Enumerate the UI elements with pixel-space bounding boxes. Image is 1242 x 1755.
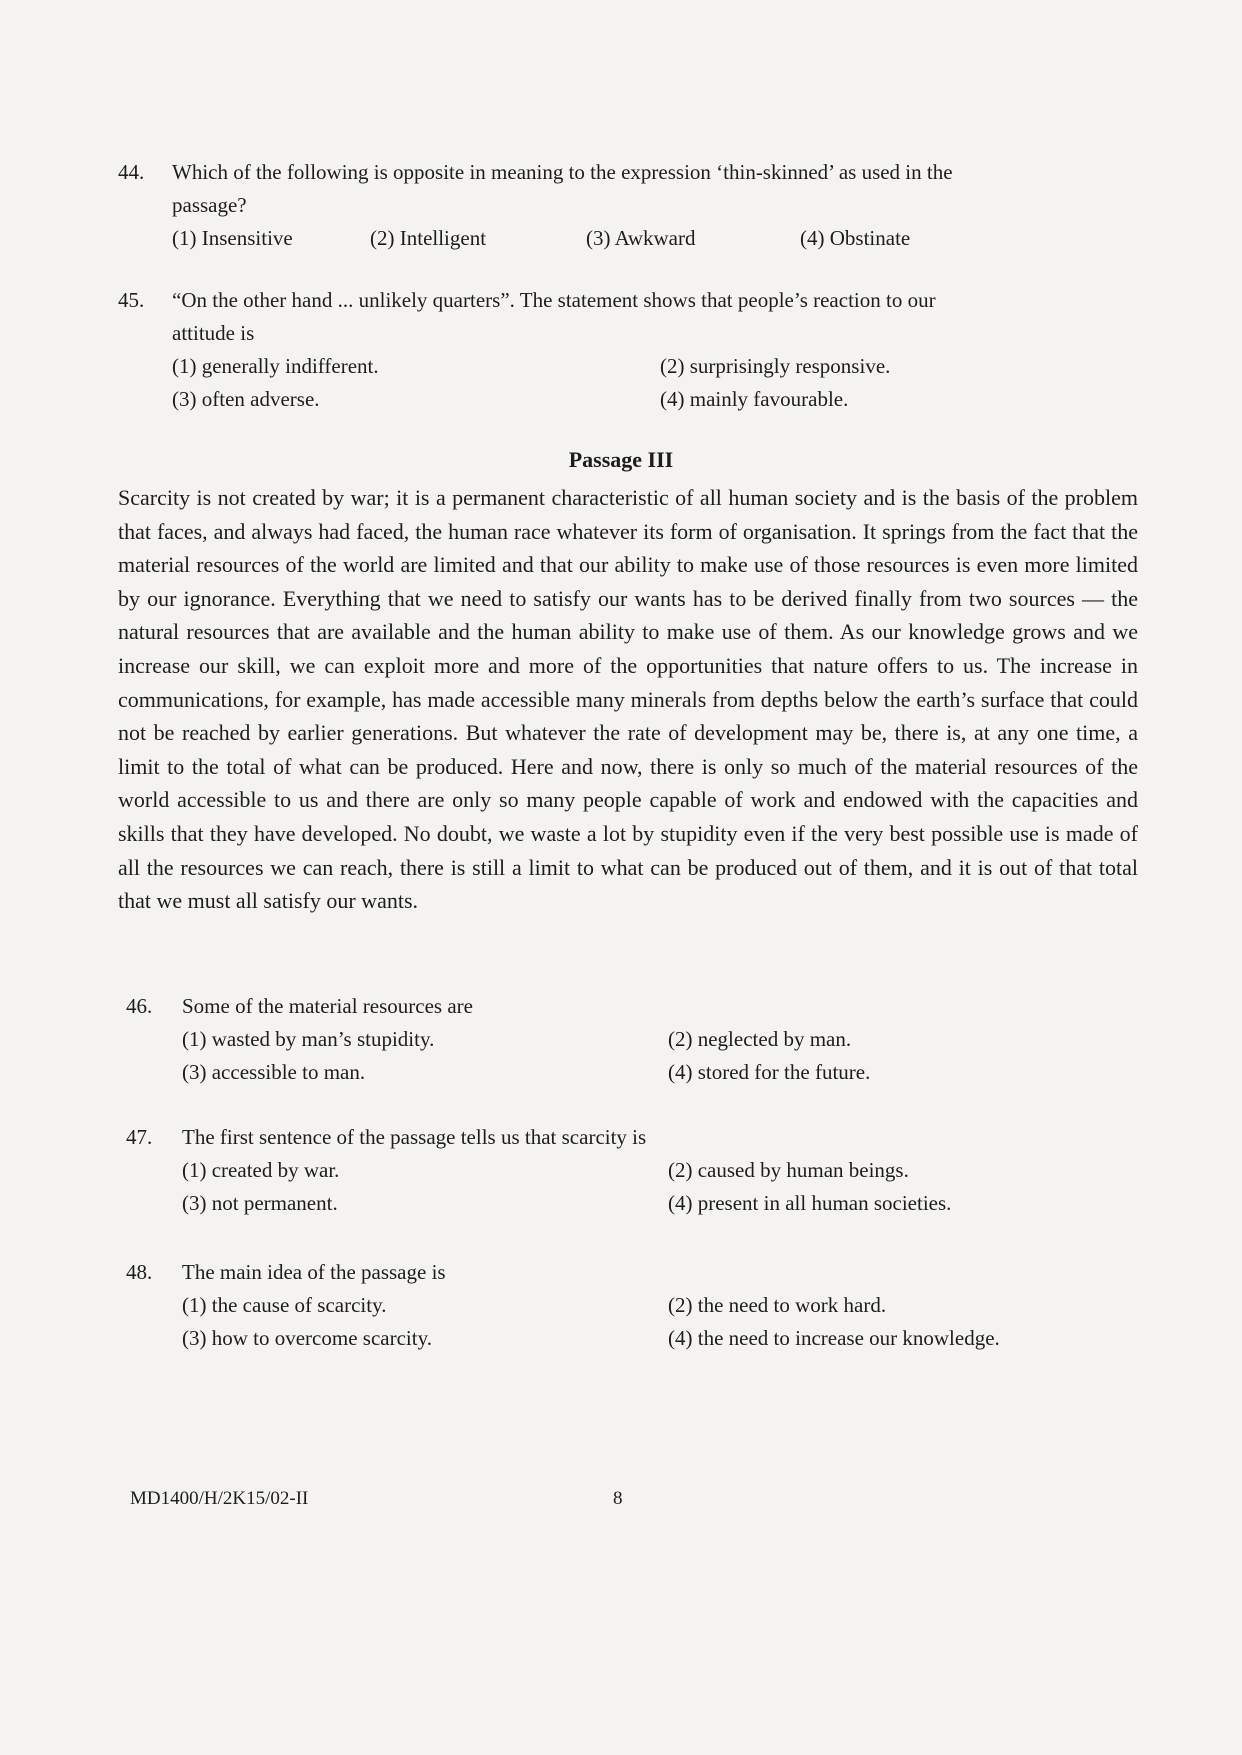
option-4: (4) Obstinate [800,226,911,250]
option-2: (2) the need to work hard. [668,1293,887,1317]
option-1: (1) Insensitive [172,226,293,250]
question-number: 44. [118,160,145,184]
question-47 [118,1121,1138,1220]
question-number: 45. [118,288,145,312]
option-3: (3) not permanent. [182,1191,338,1215]
option-3: (3) often adverse. [172,387,320,411]
option-2: (2) surprisingly responsive. [660,354,891,378]
option-4: (4) mainly favourable. [660,387,849,411]
question-text: Which of the following is opposite in meaning to the expression ‘thin-skinned’ as used in the [172,160,953,184]
paper-code: MD1400/H/2K15/02-II [130,1488,309,1509]
option-4: (4) stored for the future. [668,1060,871,1084]
passage-text: Scarcity is not created by war; it is a permanent characteristic of all human society and is the basis of the problem that faces, and always had faced, the human race whatever its form of organisation. It springs from the fact that the material resources of the world are limited and that our ability to make use of those resources is even more limited by our ignorance. Everything that we need to satisfy our wants has to be derived finally from two sources — the natural resources that are available and the human ability to make use of them. As our knowledge grows and we increase our skill, we can exploit more and more of the opportunities that nature offers to us. The increase in communications, for example, has made accessible many minerals from depths below the earth’s surface that could not be reached by earlier generations. But whatever the rate of development may be, there is, at any one time, a limit to the total of what can be produced. Here and now, there is only so much of the material resources of the world accessible to us and there are only so many people capable of work and endowed with the capacities and skills that they have developed. No doubt, we waste a lot by stupidity even if the very best possible use is made of all the resources we can reach, there is still a limit to what can be produced out of them, and it is out of that total that we must all satisfy our wants. [118,485,1138,914]
question-text: “On the other hand ... unlikely quarters”. The statement shows that people’s reaction to our [172,288,936,312]
question-number: 47. [126,1125,153,1149]
question-45 [118,284,1138,416]
option-4: (4) present in all human societies. [668,1191,952,1215]
option-1: (1) created by war. [182,1158,340,1182]
option-3: (3) Awkward [586,226,696,250]
passage-title: Passage III [568,447,674,472]
question-48 [118,1256,1138,1355]
option-2: (2) caused by human beings. [668,1158,909,1182]
question-text: The first sentence of the passage tells us that scarcity is [182,1125,647,1149]
option-3: (3) accessible to man. [182,1060,366,1084]
question-46 [118,990,1138,1089]
question-text: attitude is [172,321,255,345]
question-number: 46. [126,994,153,1018]
question-number: 48. [126,1260,153,1284]
question-44 [118,156,1138,255]
option-1: (1) generally indifferent. [172,354,379,378]
question-text: Some of the material resources are [182,994,473,1018]
question-text: The main idea of the passage is [182,1260,446,1284]
page-number: 8 [613,1488,623,1509]
option-2: (2) neglected by man. [668,1027,852,1051]
option-1: (1) wasted by man’s stupidity. [182,1027,435,1051]
option-3: (3) how to overcome scarcity. [182,1326,432,1350]
option-1: (1) the cause of scarcity. [182,1293,387,1317]
option-2: (2) Intelligent [370,226,487,250]
question-text: passage? [172,193,247,217]
option-4: (4) the need to increase our knowledge. [668,1326,1000,1350]
